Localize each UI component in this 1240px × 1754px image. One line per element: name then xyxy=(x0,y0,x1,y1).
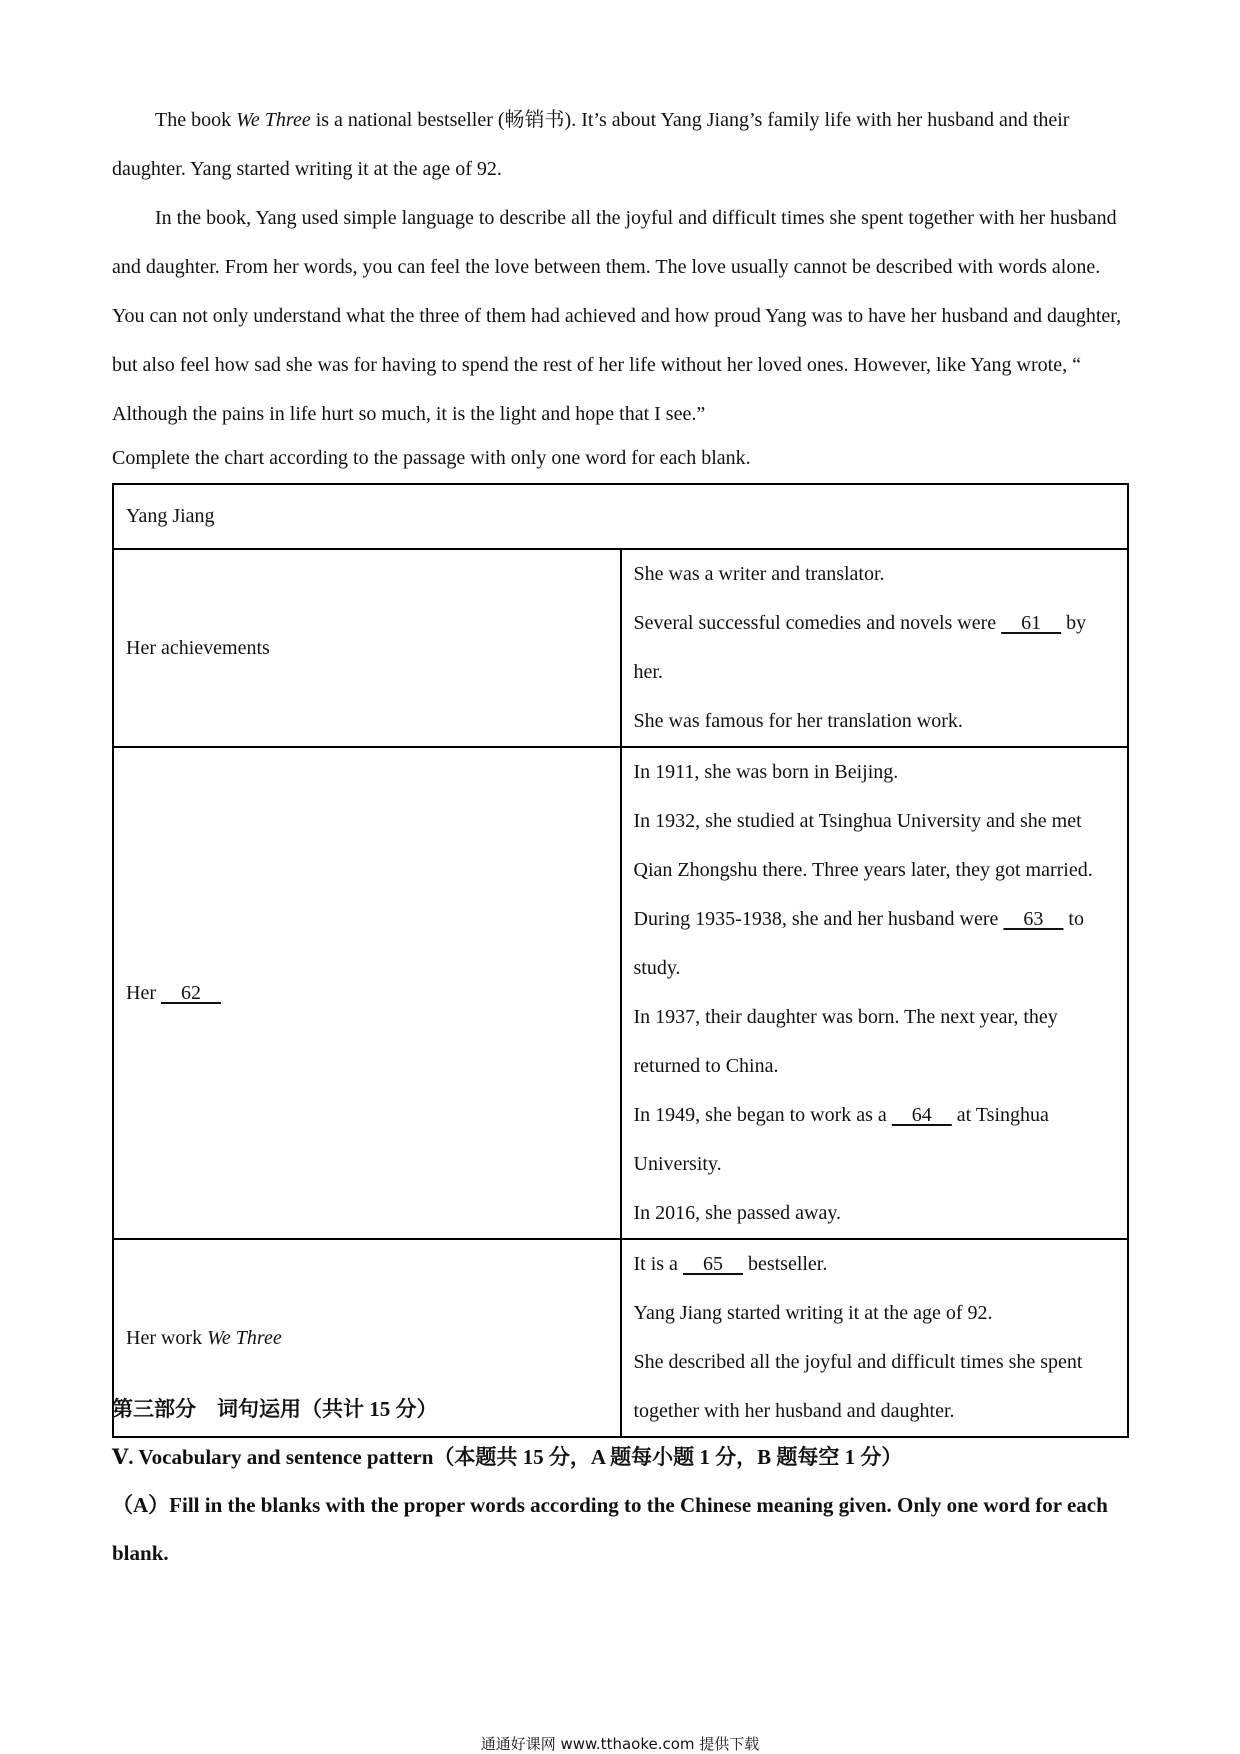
answer-blank: 61 xyxy=(1001,612,1062,634)
text-run: In 2016, she passed away. xyxy=(633,1202,842,1224)
chart-line xyxy=(634,599,1116,697)
chart-line xyxy=(634,797,1116,895)
yang-jiang-chart xyxy=(112,483,1129,1438)
text-run: to study. xyxy=(633,908,1084,979)
chart-instruction: Complete the chart according to the passage with only one word for each blank. xyxy=(112,447,751,469)
text-run: by her. xyxy=(633,612,1087,683)
chart-line xyxy=(634,993,1116,1091)
chart-line xyxy=(634,1240,1116,1289)
row-content-achievements xyxy=(621,549,1129,747)
chart-line xyxy=(634,748,1116,797)
part-a-instruction: （A）Fill in the blanks with the proper words according to the Chinese meaning given. Only one word for each blank. xyxy=(112,1493,1108,1565)
chart-line xyxy=(634,1289,1116,1338)
chart-line xyxy=(634,1091,1116,1189)
answer-blank: 63 xyxy=(1003,908,1064,930)
chart-row-life xyxy=(113,747,1128,1239)
text-run: at Tsinghua University. xyxy=(633,1104,1049,1175)
text-run: bestseller. xyxy=(742,1253,828,1275)
text-run: Several successful comedies and novels were xyxy=(633,612,1002,634)
text-run: During 1935-1938, she and her husband were xyxy=(633,908,1004,930)
answer-blank: 64 xyxy=(891,1104,952,1126)
part-three-title: 第三部分 词句运用（共计 15 分） xyxy=(112,1397,438,1421)
text-run: In 1937, their daughter was born. The next year, they returned to China. xyxy=(633,1006,1058,1077)
text-run: In 1911, she was born in Beijing. xyxy=(633,761,899,783)
passage-paragraph-2: In the book, Yang used simple language to describe all the joyful and difficult times she spent together with her husband and daughter. From her words, you can feel the love between them. The love usually cannot be described with words alone. You can not only understand what the three of them had achieved and how proud Yang was to have her husband and daughter, but also feel how sad she was for having to spend the rest of her life without her loved ones. However, like Yang wrote, “ Although the pains in life hurt so much, it is the light and hope that I see.” xyxy=(112,207,1122,425)
chart-line xyxy=(634,550,1116,599)
row-label-achievements xyxy=(113,549,621,747)
passage-paragraph-1 xyxy=(112,96,1130,194)
chart-header-row xyxy=(113,484,1128,549)
answer-blank: 65 xyxy=(682,1253,743,1275)
chart-line xyxy=(634,697,1116,746)
footer-download-note: 通通好课网 www.tthaoke.com 提供下载 xyxy=(480,1735,760,1753)
chart-line xyxy=(634,895,1116,993)
text-run: Yang Jiang started writing it at the age of 92. xyxy=(633,1302,993,1324)
row-content-life xyxy=(621,747,1129,1239)
text-run: is a national bestseller (畅销书). It’s about Yang Jiang’s family life with her husband and their daughter. Yang started writing it at the age of 92. xyxy=(112,109,1070,180)
text-run: Her achievements xyxy=(126,636,270,659)
chart-header: Yang Jiang xyxy=(113,484,1128,549)
italic-title: We Three xyxy=(236,109,311,131)
text-run: Her work xyxy=(126,1326,208,1349)
answer-blank: 62 xyxy=(160,981,221,1004)
text-run: In 1949, she began to work as a xyxy=(633,1104,892,1126)
row-label-life xyxy=(113,747,621,1239)
text-run: The book xyxy=(155,109,237,131)
text-run: She was a writer and translator. xyxy=(633,563,885,585)
document-body xyxy=(112,96,1130,1438)
text-run: She described all the joyful and difficult times she spent together with her husband and daughter. xyxy=(633,1351,1083,1422)
vocabulary-title: Ⅴ. Vocabulary and sentence pattern（本题共 15 分，A 题每小题 1 分，B 题每空 1 分） xyxy=(112,1445,903,1469)
chart-row-achievements xyxy=(113,549,1128,747)
chart-line xyxy=(634,1189,1116,1238)
text-run: In 1932, she studied at Tsinghua University and she met Qian Zhongshu there. Three years later, they got married. xyxy=(633,810,1093,881)
italic-title: We Three xyxy=(207,1326,282,1349)
text-run: It is a xyxy=(633,1253,683,1275)
text-run: Her xyxy=(126,981,161,1004)
text-run: She was famous for her translation work. xyxy=(633,710,963,732)
section-three xyxy=(112,1385,1130,1577)
